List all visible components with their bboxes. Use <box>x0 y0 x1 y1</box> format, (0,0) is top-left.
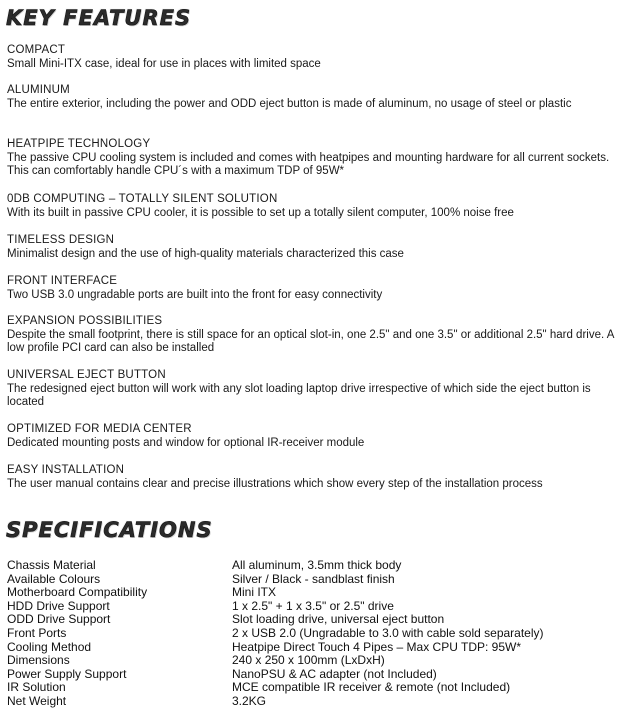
spec-row <box>7 613 622 627</box>
spec-key: Available Colours <box>7 571 101 586</box>
feature-front-interface <box>7 275 619 302</box>
feature-description: Despite the small footprint, there is still space for an optical slot-in, one 2.5" and one 3.5" or additional 2.5" hard drive. A low profile PCI card can also be installed <box>7 328 614 354</box>
feature-0db-computing <box>7 193 619 220</box>
feature-title: ALUMINUM <box>7 84 70 96</box>
feature-expansion-possibilities <box>7 315 619 356</box>
feature-title: UNIVERSAL EJECT BUTTON <box>7 369 166 381</box>
feature-title: TIMELESS DESIGN <box>7 234 115 246</box>
spec-value: All aluminum, 3.5mm thick body <box>232 558 402 572</box>
feature-title: OPTIMIZED FOR MEDIA CENTER <box>7 423 192 435</box>
feature-title: 0DB COMPUTING – TOTALLY SILENT SOLUTION <box>7 193 278 205</box>
specifications-table <box>7 559 622 709</box>
spec-row <box>7 600 622 614</box>
feature-title: EXPANSION POSSIBILITIES <box>7 315 163 327</box>
spec-row <box>7 668 622 682</box>
feature-title: FRONT INTERFACE <box>7 275 118 287</box>
spec-value: 3.2KG <box>232 693 267 708</box>
feature-title: COMPACT <box>7 44 66 56</box>
feature-optimized-for-media-center <box>7 423 619 450</box>
feature-compact <box>7 44 619 71</box>
spec-key: Motherboard Compatibility <box>7 585 148 600</box>
spec-value: Heatpipe Direct Touch 4 Pipes – Max CPU TDP: 95W* <box>232 639 522 654</box>
feature-heatpipe-technology <box>7 138 619 179</box>
spec-key: Net Weight <box>7 693 67 708</box>
feature-title: HEATPIPE TECHNOLOGY <box>7 138 151 150</box>
feature-description: The user manual contains clear and precise illustrations which show every step of the installation process <box>7 477 543 490</box>
spec-value: 1 x 2.5" + 1 x 3.5" or 2.5" drive <box>232 598 394 613</box>
spec-value: 2 x USB 2.0 (Ungradable to 3.0 with cable sold separately) <box>232 625 544 640</box>
spec-value: 240 x 250 x 100mm (LxDxH) <box>232 653 385 668</box>
spec-key: ODD Drive Support <box>7 612 111 627</box>
feature-aluminum <box>7 84 619 111</box>
feature-easy-installation <box>7 464 619 491</box>
spec-row <box>7 681 622 695</box>
spec-value: MCE compatible IR receiver & remote (not Included) <box>232 680 511 695</box>
spec-row <box>7 695 622 709</box>
spec-key: Front Ports <box>7 625 67 640</box>
feature-timeless-design <box>7 234 619 261</box>
specifications-heading: SPECIFICATIONS <box>6 518 213 542</box>
spec-key: HDD Drive Support <box>7 598 110 613</box>
spec-row <box>7 627 622 641</box>
spec-key: IR Solution <box>7 680 66 695</box>
spec-row <box>7 559 622 573</box>
spec-value: NanoPSU & AC adapter (not Included) <box>232 666 437 681</box>
feature-description: Dedicated mounting posts and window for optional IR-receiver module <box>7 436 365 449</box>
spec-value: Mini ITX <box>232 585 277 600</box>
feature-description: The entire exterior, including the power and ODD eject button is made of aluminum, no usage of steel or plastic <box>7 97 572 110</box>
feature-title: EASY INSTALLATION <box>7 464 125 476</box>
feature-description: The redesigned eject button will work with any slot loading laptop drive irrespective of which side the eject button is located <box>7 382 591 408</box>
spec-value: Silver / Black - sandblast finish <box>232 571 395 586</box>
feature-description: The passive CPU cooling system is included and comes with heatpipes and mounting hardware for all current sockets. This can comfortably handle CPU´s with a maximum TDP of 95W* <box>7 151 610 177</box>
key-features-heading: KEY FEATURES <box>6 6 192 30</box>
spec-key: Dimensions <box>7 653 70 668</box>
feature-description: With its built in passive CPU cooler, it is possible to set up a totally silent computer, 100% noise free <box>7 206 514 219</box>
spec-row <box>7 586 622 600</box>
spec-key: Cooling Method <box>7 639 92 654</box>
spec-row <box>7 573 622 587</box>
spec-row <box>7 654 622 668</box>
spec-key: Chassis Material <box>7 558 96 572</box>
feature-universal-eject-button <box>7 369 619 410</box>
spec-key: Power Supply Support <box>7 666 127 681</box>
feature-description: Minimalist design and the use of high-quality materials characterized this case <box>7 247 404 260</box>
feature-description: Small Mini-ITX case, ideal for use in places with limited space <box>7 57 321 70</box>
spec-value: Slot loading drive, universal eject button <box>232 612 445 627</box>
spec-row <box>7 641 622 655</box>
feature-description: Two USB 3.0 ungradable ports are built into the front for easy connectivity <box>7 288 383 301</box>
